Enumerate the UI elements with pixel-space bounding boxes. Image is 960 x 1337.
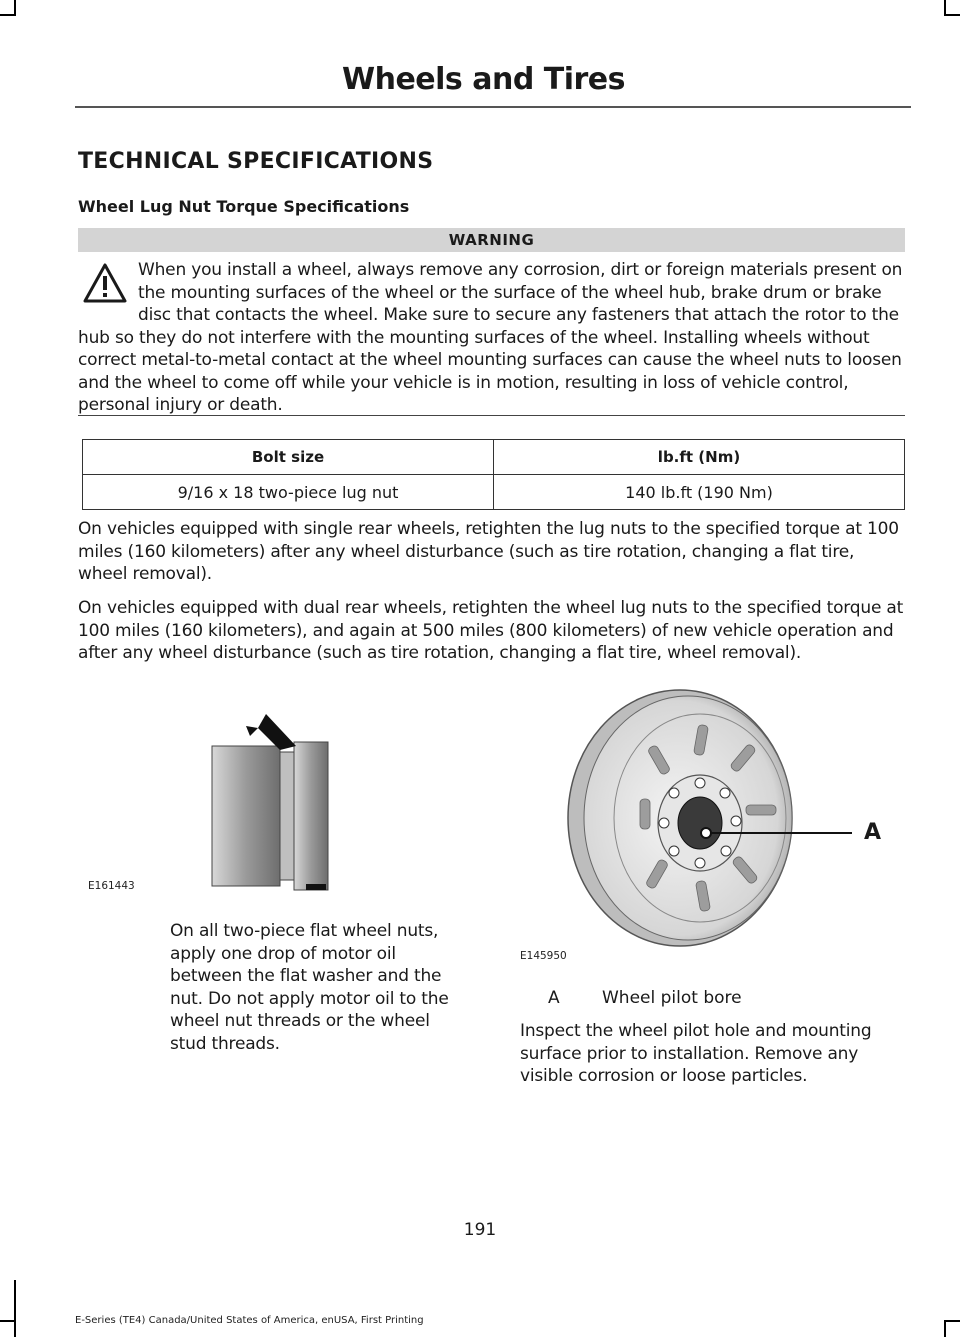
table-header-cell: Bolt size <box>83 440 494 475</box>
callout-label-a: A <box>864 820 882 845</box>
key-text: Wheel pilot bore <box>602 988 742 1008</box>
wheel-rim-profile-figure <box>206 712 336 892</box>
section-subheading: Wheel Lug Nut Torque Specifications <box>78 197 410 216</box>
crop-mark <box>944 1320 960 1322</box>
section-heading: TECHNICAL SPECIFICATIONS <box>78 149 434 174</box>
paragraph-single-rear: On vehicles equipped with single rear wheels, retighten the lug nuts to the specified torque at 100 miles (160 kilometers) after any wheel disturbance (such as tire rotation, changing a flat tire, wheel removal). <box>78 519 899 584</box>
crop-mark <box>14 1280 16 1337</box>
header-divider <box>75 106 911 108</box>
page-number: 191 <box>463 1220 497 1240</box>
warning-text-block <box>78 259 908 417</box>
table-cell: 140 lb.ft (190 Nm) <box>494 475 905 510</box>
warning-divider <box>78 415 905 416</box>
wheel-pilot-bore-figure <box>560 683 910 948</box>
table-header-row <box>83 440 905 475</box>
figure-right-caption: Inspect the wheel pilot hole and mounting surface prior to installation. Remove any visible corrosion or loose particles. <box>520 1021 872 1086</box>
figure-id: E145950 <box>520 950 567 962</box>
crop-mark <box>944 14 960 16</box>
crop-mark <box>0 14 16 16</box>
torque-spec-table <box>82 439 905 510</box>
key-letter: A <box>548 988 560 1008</box>
warning-label: WARNING <box>78 228 905 252</box>
figure-id: E161443 <box>88 880 135 892</box>
crop-mark <box>944 1320 946 1337</box>
table-cell: 9/16 x 18 two-piece lug nut <box>83 475 494 510</box>
table-header-cell: lb.ft (Nm) <box>494 440 905 475</box>
crop-mark <box>0 1320 16 1322</box>
warning-text: When you install a wheel, always remove any corrosion, dirt or foreign materials present on the mounting surfaces of the wheel or the surface of the wheel hub, brake drum or brake disc that contacts the wheel. Make sure to secure any fasteners that attach the rotor to the hub so they do not interfere with the mounting surfaces of the wheel. Installing wheels without correct metal-to-metal contact at the wheel mounting surfaces can cause the wheel nuts to loosen and the wheel to come off while your vehicle is in motion, resulting in loss of vehicle control, personal injury or death. <box>78 260 903 415</box>
paragraph-dual-rear: On vehicles equipped with dual rear wheels, retighten the wheel lug nuts to the specified torque at 100 miles (160 kilometers), and again at 500 miles (800 kilometers) of new vehicle operation and after any wheel disturbance (such as tire rotation, changing a flat tire, wheel removal). <box>78 598 904 663</box>
figure-left-caption: On all two-piece flat wheel nuts, apply one drop of motor oil between the flat washer and the nut. Do not apply motor oil to the wheel nut threads or the wheel stud threads. <box>170 921 449 1054</box>
page-header-title: Wheels and Tires <box>342 62 625 97</box>
table-row <box>83 475 905 510</box>
footer-text: E-Series (TE4) Canada/United States of America, enUSA, First Printing <box>75 1315 424 1326</box>
